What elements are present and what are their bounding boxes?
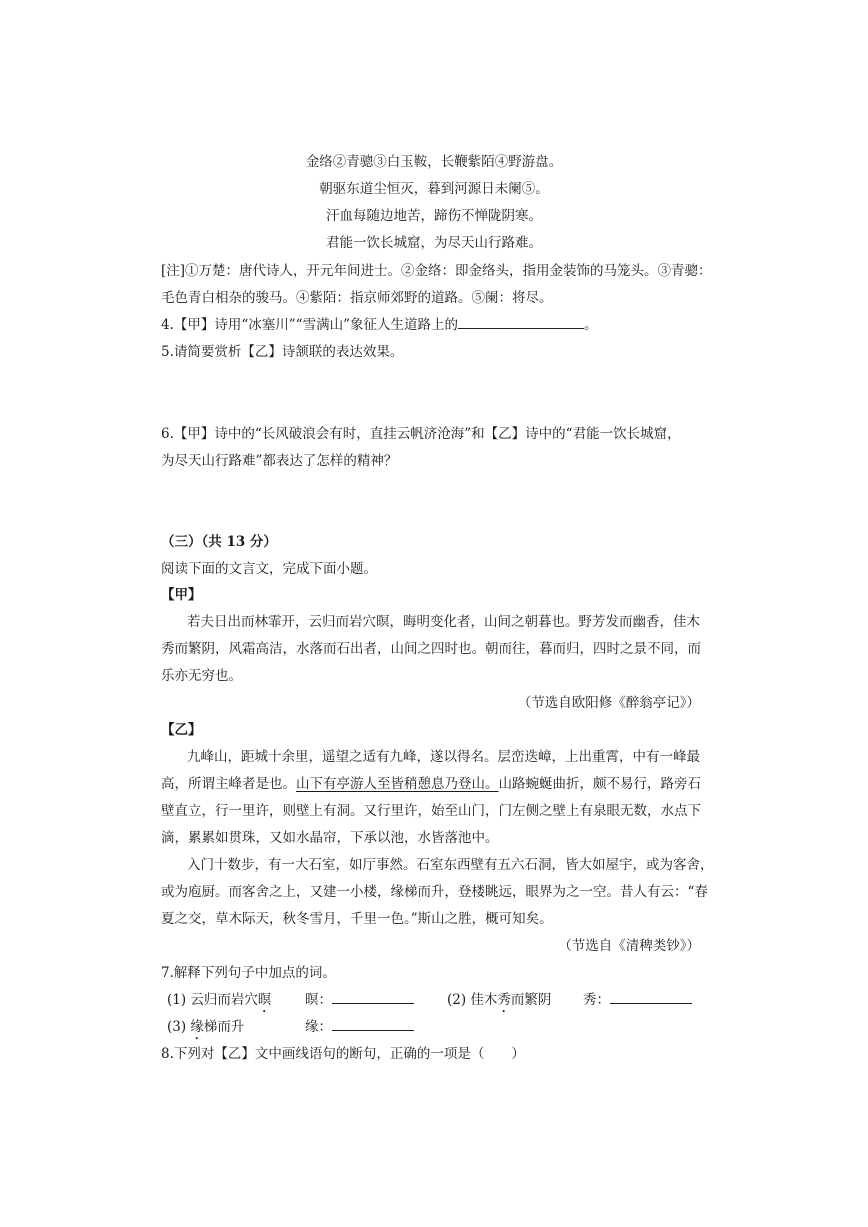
q7-item-2-num: (2) (447, 992, 467, 1008)
q7-item-2-word: 秀： (583, 992, 610, 1008)
yi-text-line-2-start: 高，所谓主峰者是也。 (161, 776, 296, 792)
jia-text-line-3: 乐亦无穷也。 (161, 668, 242, 684)
question-6-line-1: 6.【甲】诗中的“长风破浪会有时，直挂云帆济沧海”和【乙】诗中的“君能一饮长城窟， (161, 426, 681, 442)
q7-item-1-num: (1) (167, 992, 187, 1008)
q7-item-2 (447, 991, 551, 1016)
q7-item-2-pre: 佳木 (470, 992, 498, 1008)
jia-text-line-1: 若夫日出而林霏开，云归而岩穴暝，晦明变化者，山间之朝暮也。野芳发而幽香，佳木 (187, 614, 700, 630)
q7-item-1 (167, 991, 271, 1016)
yi-underlined-sentence: 山下有亭游人至皆稍憩息乃登山。 (296, 776, 499, 792)
question-5: 5.请简要赏析【乙】诗颔联的表达效果。 (161, 344, 404, 360)
poem-line-2: 朝驱东道尘恒灭，暮到河源日未阑⑤。 (319, 181, 549, 197)
jia-text-line-2: 秀而繁阴，风霜高洁，水落而石出者，山间之四时也。朝而往，暮而归，四时之景不同，而 (161, 641, 701, 657)
q7-item-3-word: 缘： (305, 1019, 332, 1035)
yi-text-line-1: 九峰山，距城十余里，遥望之适有九峰，遂以得名。层峦迭嶂，上出重霄，中有一峰最 (187, 749, 700, 765)
poem-line-3: 汗血每随边地苦，蹄伤不惮陇阴寒。 (326, 208, 542, 224)
question-4-answer-blank[interactable] (458, 316, 584, 329)
question-6-line-2: 为尽天山行路难”都表达了怎样的精神？ (161, 453, 398, 469)
section-3-heading: （三）（共 13 分） (161, 534, 277, 550)
q7-item-3-answer (305, 1018, 414, 1036)
yi-text-line-6: 或为庖厨。而客舍之上，又建一小楼，缘梯而升，登楼眺远，眼界为之一空。昔人有云：“春 (161, 884, 708, 900)
yi-text-line-2-end: 山路蜿蜒曲折，颇不易行，路旁石 (498, 776, 701, 792)
q7-item-2-blank[interactable] (610, 992, 692, 1004)
q7-item-1-blank[interactable] (332, 992, 414, 1004)
question-8-title: 8.下列对【乙】文中画线语句的断句，正确的一项是（ ） (161, 1046, 525, 1062)
q7-item-3-num: (3) (167, 1019, 187, 1035)
question-4-end: 。 (584, 317, 598, 333)
note-line-2: 毛色青白相杂的骏马。④紫陌：指京师郊野的道路。⑤阑：将尽。 (161, 290, 553, 306)
yi-text-line-3: 壁直立，行一里许，则壁上有洞。又行里许，始至山门，门左侧之壁上有泉眼无数，水点下 (161, 803, 701, 819)
jia-source: （节选自欧阳修《醉翁亭记》） (517, 695, 700, 711)
q7-item-3-blank[interactable] (332, 1019, 414, 1031)
yi-text-line-2 (161, 775, 701, 793)
q7-item-3 (167, 1018, 244, 1043)
poem-line-1: 金络②青骢③白玉鞍，长鞭紫陌④野游盘。 (305, 154, 563, 170)
jia-label: 【甲】 (161, 587, 202, 603)
q7-item-1-pre: 云归而岩穴 (190, 992, 258, 1008)
q7-item-1-word: 暝： (305, 992, 332, 1008)
yi-text-line-4: 滴，累累如贯珠，又如水晶帘，下承以池，水皆落池中。 (161, 830, 499, 846)
poem-line-4: 君能一饮长城窟，为尽天山行路难。 (326, 235, 542, 251)
section-3-instruction: 阅读下面的文言文，完成下面小题。 (161, 561, 377, 577)
question-7-title: 7.解释下列句子中加点的词。 (161, 965, 336, 981)
q7-item-1-dotted-word: 暝 (257, 992, 272, 1008)
note-line-1: [注]①万楚：唐代诗人，开元年间进士。②金络：即金络头，指用金装饰的马笼头。③青骢： (161, 263, 712, 279)
q7-item-2-dotted-word: 秀 (497, 992, 511, 1008)
yi-source: （节选自《清稗类钞》） (558, 938, 700, 954)
yi-label: 【乙】 (161, 722, 202, 738)
q7-item-3-dotted-word: 缘 (190, 1019, 204, 1035)
yi-text-line-7: 夏之交，草木际天，秋冬雪月，千里一色。”斯山之胜，概可知矣。 (161, 911, 553, 927)
q7-item-3-post: 梯而升 (203, 1019, 245, 1035)
question-4-text: 4.【甲】诗用“冰塞川”“雪满山”象征人生道路上的 (161, 317, 458, 333)
q7-item-2-post: 而繁阴 (510, 992, 552, 1008)
yi-text-line-5: 入门十数步，有一大石室，如厅事然。石室东西壁有五六石洞，皆大如屋宇，或为客舍， (187, 857, 714, 873)
question-4 (161, 316, 598, 334)
q7-item-1-answer (305, 991, 414, 1009)
q7-item-2-answer (583, 991, 692, 1009)
